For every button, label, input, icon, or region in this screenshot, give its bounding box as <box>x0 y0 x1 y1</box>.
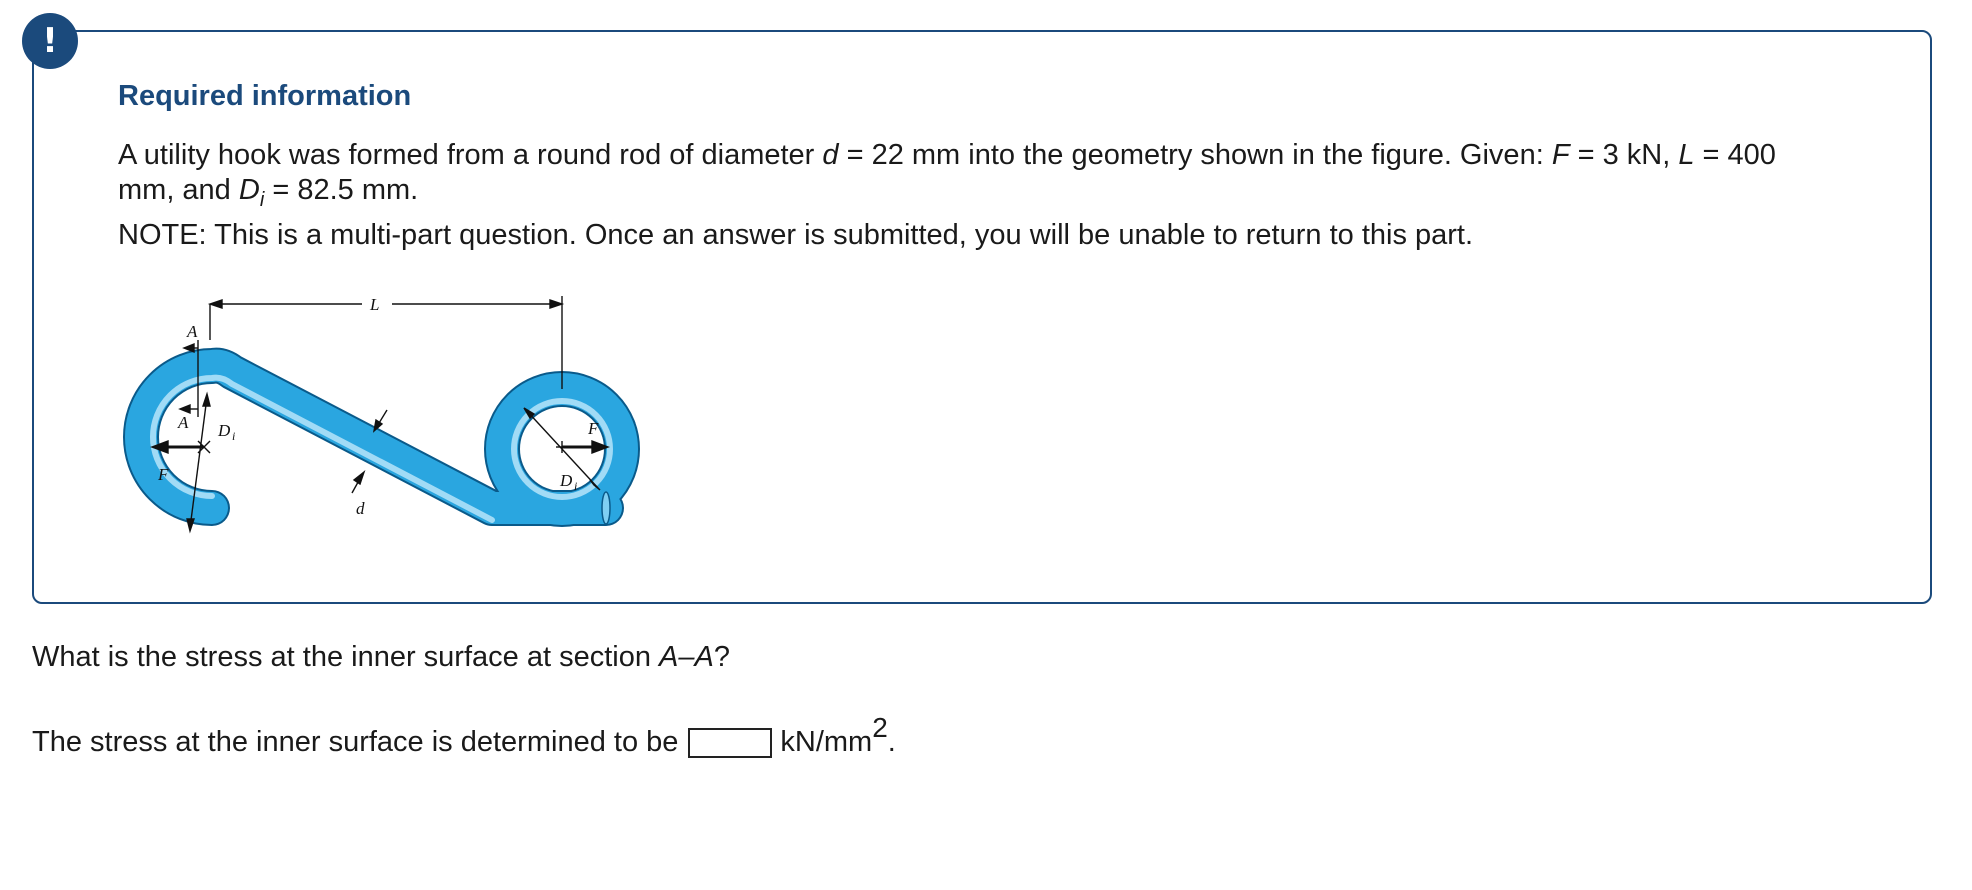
question-text: What is the stress at the inner surface at section A–A? <box>32 641 730 673</box>
label-Di-left: D <box>218 421 231 440</box>
svg-text:i: i <box>574 479 578 493</box>
label-F-right: F <box>588 419 599 438</box>
answer-prompt: The stress at the inner surface is determined to be <box>32 726 679 758</box>
alert-icon: ! <box>22 13 78 69</box>
required-information-heading: Required information <box>118 80 412 112</box>
answer-unit: $kN/mm^2$. <box>780 712 896 758</box>
label-L: L <box>370 295 380 314</box>
answer-row <box>32 712 896 759</box>
hook-diagram <box>112 282 672 552</box>
label-section-A-top: A <box>187 322 198 341</box>
problem-statement: A utility hook was formed from a round rod of diameter d = 22 mm into the geometry shown in the figure. Given: F = 3 kN, L = 400 mm, and $D_i = 82.5$ mm. <box>118 139 1776 211</box>
svg-text:i: i <box>232 429 236 443</box>
utility-hook-figure <box>112 282 672 552</box>
multi-part-note: NOTE: This is a multi-part question. Once an answer is submitted, you will be unable to return to this part. <box>118 219 1474 251</box>
stress-answer-input[interactable] <box>688 728 772 758</box>
label-d: d <box>356 499 365 518</box>
label-F-left: F <box>158 465 169 484</box>
label-section-A-bottom: A <box>178 413 189 432</box>
label-Di-right: D <box>560 471 573 490</box>
